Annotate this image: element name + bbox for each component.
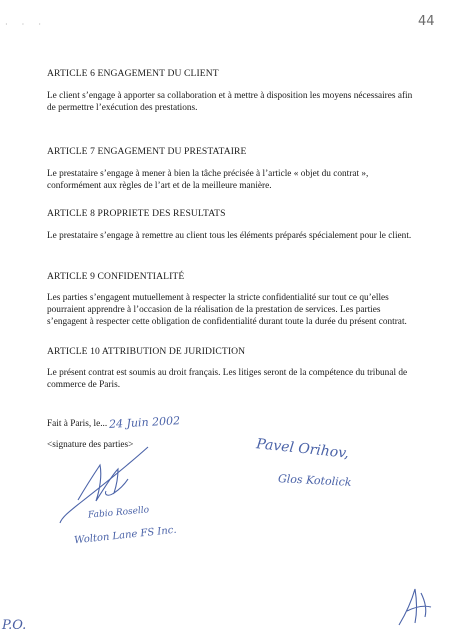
left-signatory-company: Wolton Lane FS Inc. bbox=[73, 524, 178, 547]
scan-marks: · · · bbox=[5, 20, 47, 29]
article-7-heading: ARTICLE 7 ENGAGEMENT DU PRESTATAIRE bbox=[47, 146, 247, 157]
page-number: 44 bbox=[418, 14, 435, 29]
initials-drawing bbox=[395, 585, 435, 630]
place-and-date bbox=[47, 416, 180, 429]
article-8-body: Le prestataire s’engage à remettre au client tous les éléments préparés spécialement pour le client. bbox=[47, 231, 412, 241]
article-6-heading: ARTICLE 6 ENGAGEMENT DU CLIENT bbox=[47, 68, 219, 79]
signature-label: <signature des parties> bbox=[47, 440, 134, 450]
article-7-body: Le prestataire s’engage à mener à bien la tâche précisée à l’article « objet du contrat », conformément aux règles de l’art et de la meilleure manière. bbox=[47, 169, 369, 192]
article-9-heading: ARTICLE 9 CONFIDENTIALITÉ bbox=[47, 271, 185, 282]
right-signatory-name: Pavel Orihov, bbox=[255, 436, 350, 462]
article-10-heading: ARTICLE 10 ATTRIBUTION DE JURIDICTION bbox=[47, 346, 246, 357]
corner-mark: P.O. bbox=[2, 618, 27, 633]
article-6-body: Le client s’engage à apporter sa collaboration et à mettre à disposition les moyens nécessaires afin de permettre l’exécution des prestations. bbox=[47, 91, 413, 114]
article-9-body: Les parties s’engagent mutuellement à respecter la stricte confidentialité sur tout ce qu’elles pourraient apprendre à l’occasion de la réalisation de la prestation de services. Les parties s’engagent à respecter cette obligation de confidentialité durant toute la durée du présent contrat. bbox=[47, 293, 407, 328]
article-10-body: Le présent contrat est soumis au droit français. Les litiges seront de la compétence du tribunal de commerce de Paris. bbox=[47, 368, 408, 391]
place-prefix: Fait à Paris, le... bbox=[47, 419, 108, 429]
left-signatory-name: Fabio Rosello bbox=[87, 505, 150, 521]
right-signatory-name-2: Glos Kotolick bbox=[277, 472, 352, 489]
handwritten-date: 24 Juin 2002 bbox=[108, 414, 181, 431]
article-8-heading: ARTICLE 8 PROPRIETE DES RESULTATS bbox=[47, 208, 226, 219]
